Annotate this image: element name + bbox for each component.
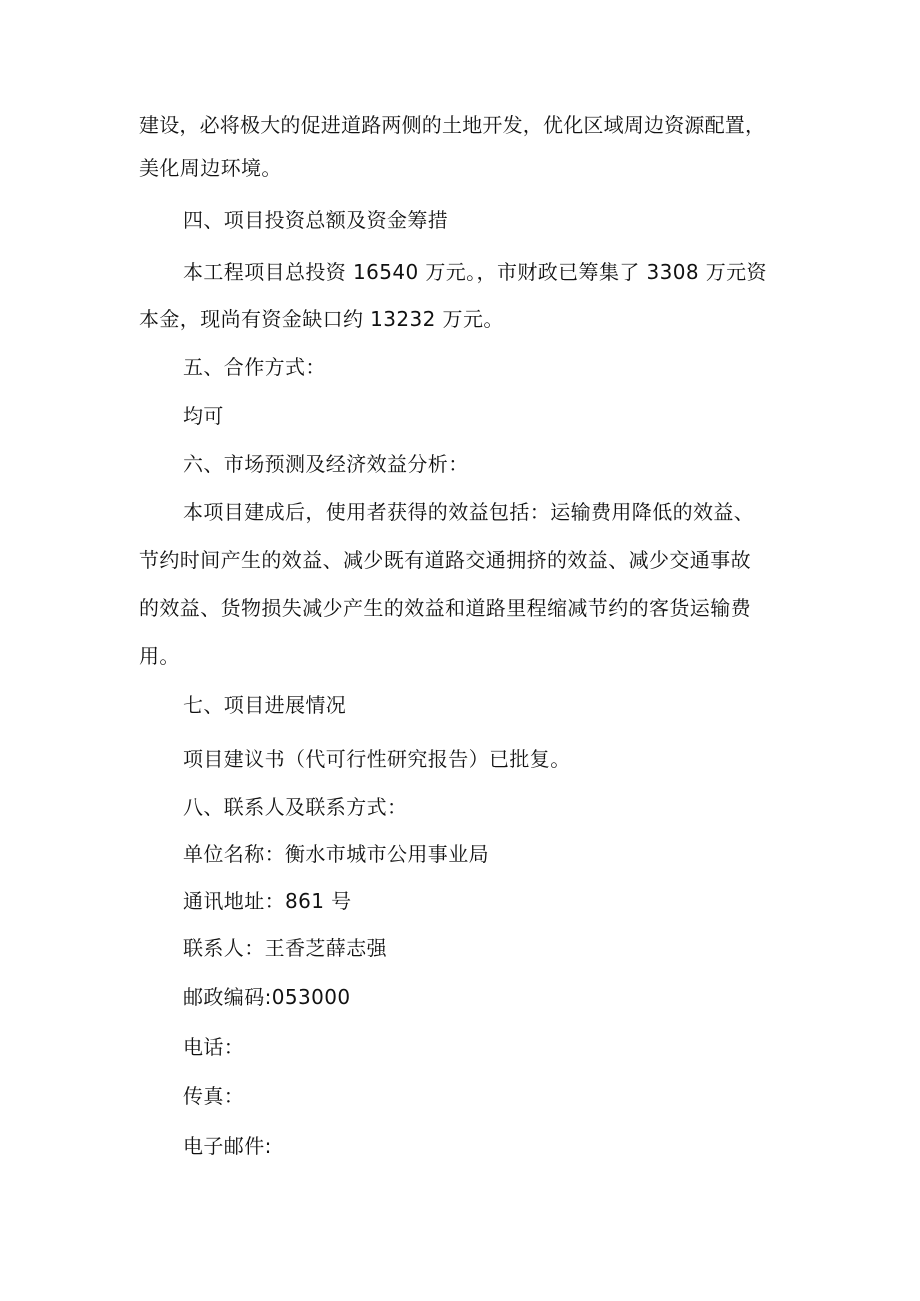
paragraph-line: 用。 (139, 644, 180, 668)
paragraph-line: 本工程项目总投资 16540 万元。，市财政已筹集了 3308 万元资 (183, 260, 767, 284)
section-heading-progress: 七、项目进展情况 (183, 693, 347, 717)
section-heading-contact: 八、联系人及联系方式： (183, 795, 408, 819)
section-heading-cooperation: 五、合作方式： (183, 355, 326, 379)
section-heading-investment: 四、项目投资总额及资金筹措 (183, 208, 449, 232)
paragraph-line: 均可 (183, 404, 224, 428)
section-heading-market-analysis: 六、市场预测及经济效益分析： (183, 452, 469, 476)
paragraph-line: 建设，必将极大的促进道路两侧的土地开发，优化区域周边资源配置， (139, 113, 766, 137)
contact-postcode: 邮政编码:053000 (183, 985, 351, 1009)
paragraph-line: 本金，现尚有资金缺口约 13232 万元。 (139, 307, 504, 331)
paragraph-line: 节约时间产生的效益、减少既有道路交通拥挤的效益、减少交通事故 (139, 548, 751, 572)
paragraph-line: 美化周边环境。 (139, 156, 282, 180)
contact-phone: 电话： (183, 1035, 245, 1059)
contact-unit-name: 单位名称：衡水市城市公用事业局 (183, 842, 489, 866)
contact-address: 通讯地址：861 号 (183, 889, 352, 913)
contact-person: 联系人：王香芝薛志强 (183, 936, 387, 960)
paragraph-line: 项目建议书（代可行性研究报告）已批复。 (183, 747, 571, 771)
contact-fax: 传真： (183, 1084, 245, 1108)
paragraph-line: 本项目建成后，使用者获得的效益包括：运输费用降低的效益、 (183, 500, 755, 524)
paragraph-line: 的效益、货物损失减少产生的效益和道路里程缩减节约的客货运输费 (139, 596, 751, 620)
contact-email: 电子邮件: (183, 1134, 272, 1158)
